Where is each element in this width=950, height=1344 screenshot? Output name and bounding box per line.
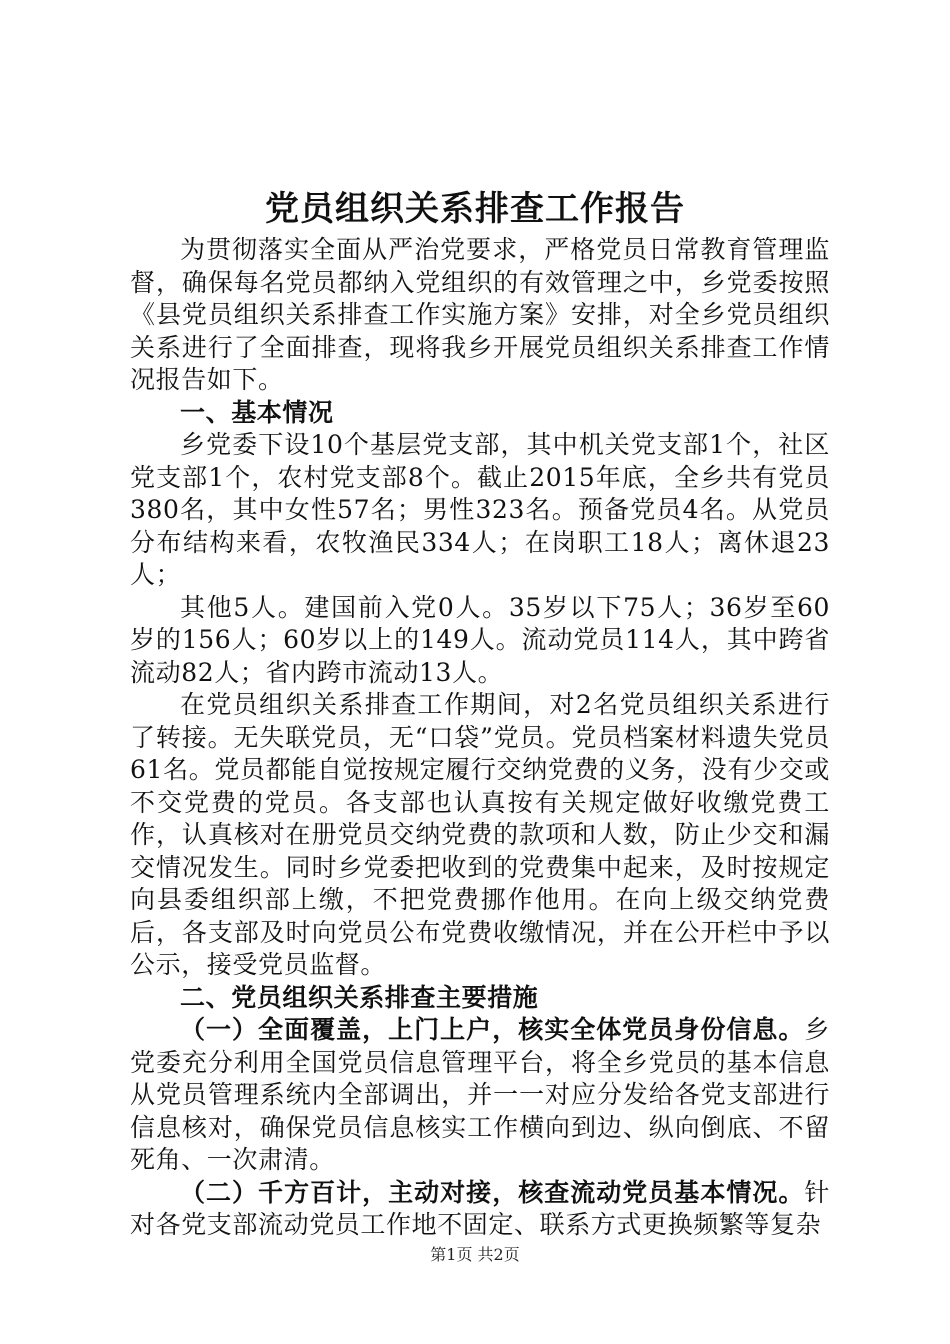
measure-2-lead: （二）千方百计，主动对接，核查流动党员基本情况。 <box>180 1177 805 1207</box>
measure-2-text: 针对各党支部流动党员工作地不固定、联系方式更换频繁等复杂 <box>130 1177 830 1239</box>
paragraph-intro: 为贯彻落实全面从严治党要求，严格党员日常教育管理监督，确保每名党员都纳入党组织的有效管理之中，乡党委按照《县党员组织关系排查工作实施方案》安排，对全乡党员组织关系进行了全面排查，现将我乡开展党员组织关系排查工作情况报告如下。 <box>130 235 830 394</box>
document-title: 党员组织关系排查工作报告 <box>265 189 685 229</box>
measure-1-text: 乡党委充分利用全国党员信息管理平台，将全乡党员的基本信息从党员管理系统内全部调出，并一一对应分发给各党支部进行信息核对，确保党员信息核实工作横向到边、纵向倒底、不留死角、一次肃清。 <box>130 1015 830 1174</box>
paragraph-basic-2: 其他5人。建国前入党0人。35岁以下75人；36岁至60岁的156人；60岁以上的149人。流动党员114人，其中跨省流动82人；省内跨市流动13人。 <box>130 592 830 687</box>
paragraph-basic-1: 乡党委下设10个基层党支部，其中机关党支部1个，社区党支部1个，农村党支部8个。截止2015年底，全乡共有党员380名，其中女性57名；男性323名。预备党员4名。从党员分布结构来看，农牧渔民334人；在岗职工18人；离休退23人； <box>130 430 830 589</box>
paragraph-measure-1 <box>130 1014 830 1177</box>
section-heading-basic: 一、基本情况 <box>180 397 334 427</box>
measure-1-lead: （一）全面覆盖，上门上户，核实全体党员身份信息。 <box>180 1015 805 1044</box>
page-footer: 第1页 共2页 <box>430 1245 520 1264</box>
paragraph-basic-3: 在党员组织关系排查工作期间，对2名党员组织关系进行了转接。无失联党员，无“口袋”党员。党员档案材料遗失党员61名。党员都能自觉按规定履行交纳党费的义务，没有少交或不交党费的党员。各支部也认真按有关规定做好收缴党费工作，认真核对在册党员交纳党费的款项和人数，防止少交和漏交情况发生。同时乡党委把收到的党费集中起来，及时按规定向县委组织部上缴，不把党费挪作他用。在向上级交纳党费后，各支部及时向党员公布党费收缴情况，并在公开栏中予以公示，接受党员监督。 <box>130 690 830 979</box>
section-heading-measures: 二、党员组织关系排查主要措施 <box>180 982 539 1012</box>
document-body <box>130 234 830 1242</box>
paragraph-measure-2 <box>130 1177 830 1242</box>
